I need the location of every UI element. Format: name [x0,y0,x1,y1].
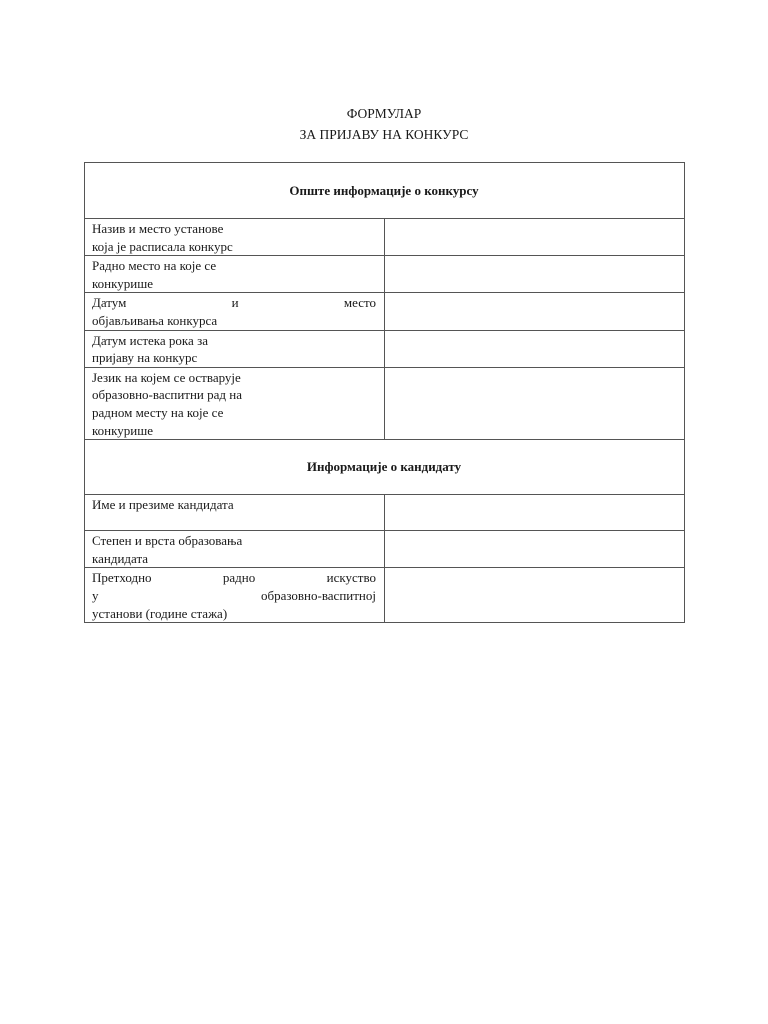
label-line: Датум и место [92,295,376,311]
field-label-education [85,531,385,568]
field-label-full-name [85,495,385,531]
label-line: Претходно радно искуство [92,570,376,586]
label-line: Језик на којем се остварује [92,369,241,385]
field-label-publication [85,293,385,330]
label-line: кандидата [92,550,149,566]
field-label-experience [85,568,385,623]
label-line: образовно-васпитни рад на [92,387,242,403]
label-line: Датум истека рока за [92,332,208,348]
field-label-position [85,256,385,293]
field-label-language [85,367,385,439]
label-line: у образовно-васпитној [92,587,376,603]
table-row [85,330,685,367]
label-line: Назив и место установе [92,221,224,236]
label-line: Степен и врста образовања [92,533,243,549]
field-label-deadline [85,330,385,367]
table-row [85,293,685,330]
table-row [85,495,685,531]
table-row [85,568,685,623]
label-line: објављивања конкурса [92,312,218,328]
field-value-language[interactable] [385,367,685,439]
form-title: ФОРМУЛАР [346,106,422,121]
table-row [85,219,685,256]
label-line: конкурише [92,275,153,291]
label-line: која је расписала конкурс [92,238,233,254]
field-value-education[interactable] [385,531,685,568]
table-row [85,367,685,439]
label-line: конкурише [92,422,153,438]
field-value-publication[interactable] [385,293,685,330]
label-line: Име и презиме кандидата [92,497,234,513]
field-value-institution[interactable] [385,219,685,256]
section-heading-general: Опште информације о конкурсу [85,163,685,219]
label-line: радном месту на које се [92,404,224,420]
label-line: пријаву на конкурс [92,350,198,366]
table-row [85,531,685,568]
field-value-position[interactable] [385,256,685,293]
field-value-full-name[interactable] [385,495,685,531]
field-value-deadline[interactable] [385,330,685,367]
label-line: Радно место на које се [92,258,217,274]
field-value-experience[interactable] [385,568,685,623]
table-row [85,256,685,293]
section-header-row [85,440,685,495]
section-header-row [85,163,685,219]
form-subtitle: ЗА ПРИЈАВУ НА КОНКУРС [299,127,469,142]
section-heading-candidate: Информације о кандидату [85,440,685,495]
field-label-institution [85,219,385,256]
label-line: установи (године стажа) [92,605,228,621]
application-form-table [84,162,685,623]
